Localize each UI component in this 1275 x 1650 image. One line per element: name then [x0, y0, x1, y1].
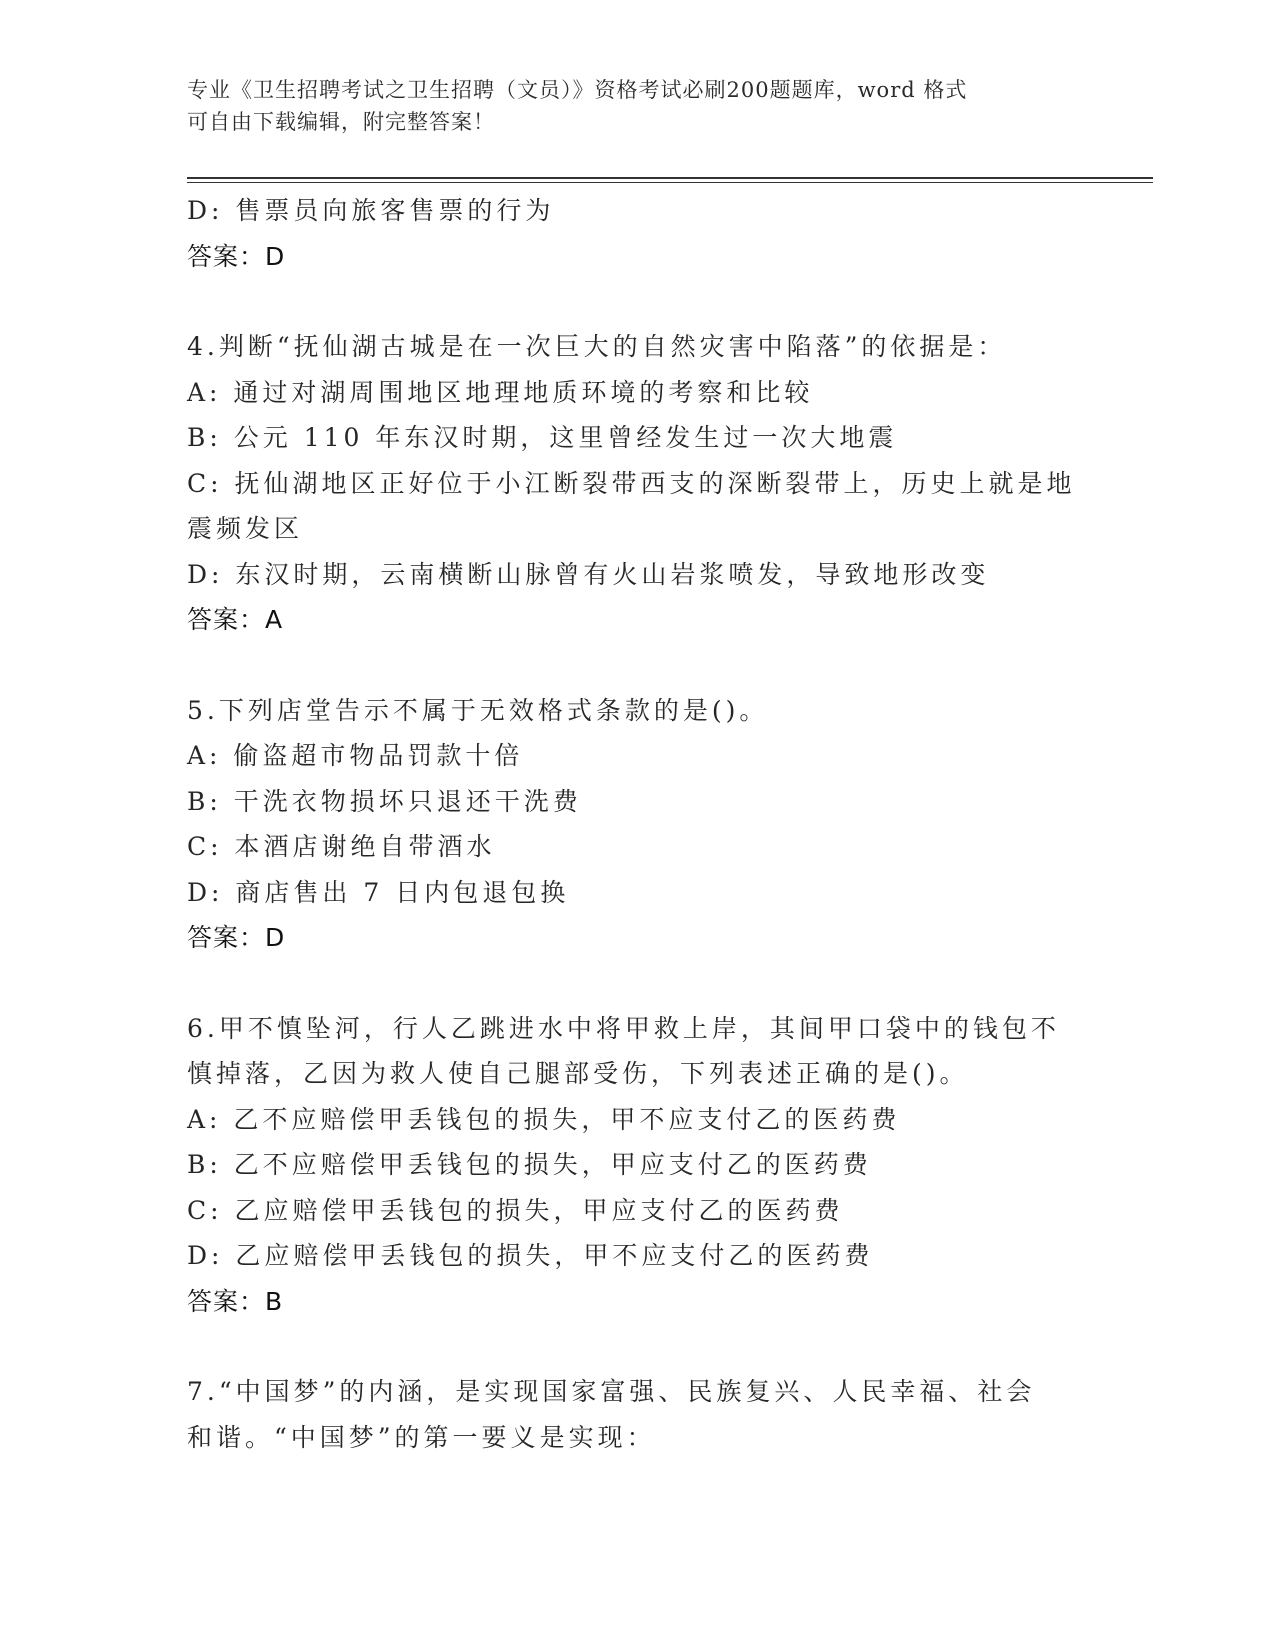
option-b: B: 公元 110 年东汉时期，这里曾经发生过一次大地震	[187, 423, 898, 452]
option-d: D: 乙应赔偿甲丢钱包的损失，甲不应支付乙的医药费	[187, 1241, 874, 1270]
question-5	[187, 688, 1087, 961]
question-list	[187, 188, 1087, 1460]
spacer	[187, 643, 1087, 688]
option-a: A: 偷盗超市物品罚款十倍	[187, 741, 524, 770]
option-d: D: 售票员向旅客售票的行为	[187, 196, 555, 225]
header-line-2: 可自由下载编辑，附完整答案！	[187, 110, 495, 134]
question-3-tail	[187, 188, 1087, 279]
spacer	[187, 1324, 1087, 1369]
option-a: A: 乙不应赔偿甲丢钱包的损失，甲不应支付乙的医药费	[187, 1104, 901, 1134]
header-divider-thin	[187, 182, 1153, 183]
question-stem: 7.“中国梦”的内涵，是实现国家富强、民族复兴、人民幸福、社会	[187, 1377, 1036, 1406]
question-stem: 6.甲不慎坠河，行人乙跳进水中将甲救上岸，其间甲口袋中的钱包不	[187, 1013, 1060, 1043]
answer-line: 答案：D	[187, 241, 286, 271]
option-c-continued: 震频发区	[187, 514, 304, 543]
header-divider-thick	[187, 177, 1153, 179]
question-stem: 4.判断“抚仙湖古城是在一次巨大的自然灾害中陷落”的依据是：	[187, 332, 1007, 361]
option-b: B: 乙不应赔偿甲丢钱包的损失，甲应支付乙的医药费	[187, 1150, 872, 1179]
question-4	[187, 324, 1087, 643]
page-header	[187, 74, 1067, 138]
header-line-1: 专业《卫生招聘考试之卫生招聘（文员）》资格考试必刷200题题库，word 格式	[187, 78, 968, 102]
question-6	[187, 1006, 1087, 1325]
option-c: C: 本酒店谢绝自带酒水	[187, 832, 496, 861]
spacer	[187, 279, 1087, 324]
option-c: C: 乙应赔偿甲丢钱包的损失，甲应支付乙的医药费	[187, 1195, 844, 1225]
answer-line: 答案：D	[187, 923, 286, 952]
option-b: B: 干洗衣物损坏只退还干洗费	[187, 786, 582, 816]
option-a: A: 通过对湖周围地区地理地质环境的考察和比较	[187, 377, 814, 407]
answer-line: 答案：B	[187, 1286, 284, 1316]
question-stem: 5.下列店堂告示不属于无效格式条款的是()。	[187, 695, 769, 725]
option-c: C: 抚仙湖地区正好位于小江断裂带西支的深断裂带上，历史上就是地	[187, 468, 1076, 498]
question-stem-continued: 和谐。“中国梦”的第一要义是实现：	[187, 1422, 656, 1452]
question-stem-continued: 慎掉落，乙因为救人使自己腿部受伤，下列表述正确的是()。	[187, 1059, 969, 1088]
option-d: D: 商店售出 7 日内包退包换	[187, 877, 570, 907]
option-d: D: 东汉时期，云南横断山脉曾有火山岩浆喷发，导致地形改变	[187, 559, 990, 589]
question-7	[187, 1369, 1087, 1460]
answer-line: 答案：A	[187, 605, 284, 634]
spacer	[187, 961, 1087, 1006]
